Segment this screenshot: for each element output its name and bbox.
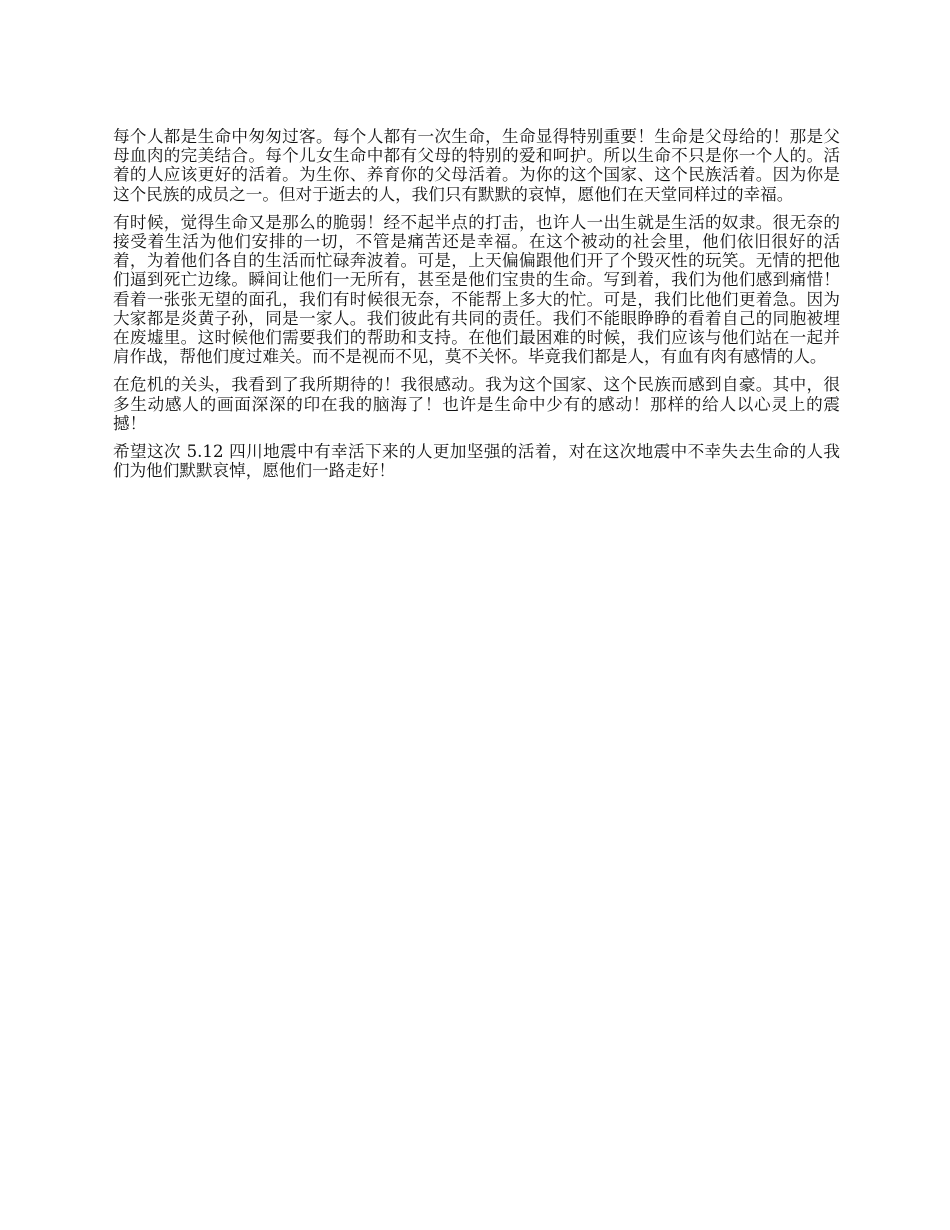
paragraph-3: 在危机的关头，我看到了我所期待的！我很感动。我为这个国家、这个民族而感到自豪。其中，很多生动感人的画面深深的印在我的脑海了！也许是生命中少有的感动！那样的给人以心灵上的震撼！ (113, 375, 840, 433)
document-body (113, 127, 840, 489)
paragraph-1: 每个人都是生命中匆匆过客。每个人都有一次生命，生命显得特别重要！生命是父母给的！那是父母血肉的完美结合。每个儿女生命中都有父母的特别的爱和呵护。所以生命不只是你一个人的。活着的人应该更好的活着。为生你、养育你的父母活着。为你的这个国家、这个民族活着。因为你是这个民族的成员之一。但对于逝去的人，我们只有默默的哀悼，愿他们在天堂同样过的幸福。 (113, 127, 840, 204)
paragraph-2: 有时候，觉得生命又是那么的脆弱！经不起半点的打击，也许人一出生就是生活的奴隶。很无奈的接受着生活为他们安排的一切，不管是痛苦还是幸福。在这个被动的社会里，他们依旧很好的活着，为着他们各自的生活而忙碌奔波着。可是，上天偏偏跟他们开了个毁灭性的玩笑。无情的把他们逼到死亡边缘。瞬间让他们一无所有，甚至是他们宝贵的生命。写到着，我们为他们感到痛惜！看着一张张无望的面孔，我们有时候很无奈，不能帮上多大的忙。可是，我们比他们更着急。因为大家都是炎黄子孙，同是一家人。我们彼此有共同的责任。我们不能眼睁睁的看着自己的同胞被埋在废墟里。这时候他们需要我们的帮助和支持。在他们最困难的时候，我们应该与他们站在一起并肩作战，帮他们度过难关。而不是视而不见，莫不关怀。毕竟我们都是人，有血有肉有感情的人。 (113, 212, 840, 367)
paragraph-4: 希望这次 5.12 四川地震中有幸活下来的人更加坚强的活着，对在这次地震中不幸失去生命的人我们为他们默默哀悼，愿他们一路走好！ (113, 442, 840, 481)
